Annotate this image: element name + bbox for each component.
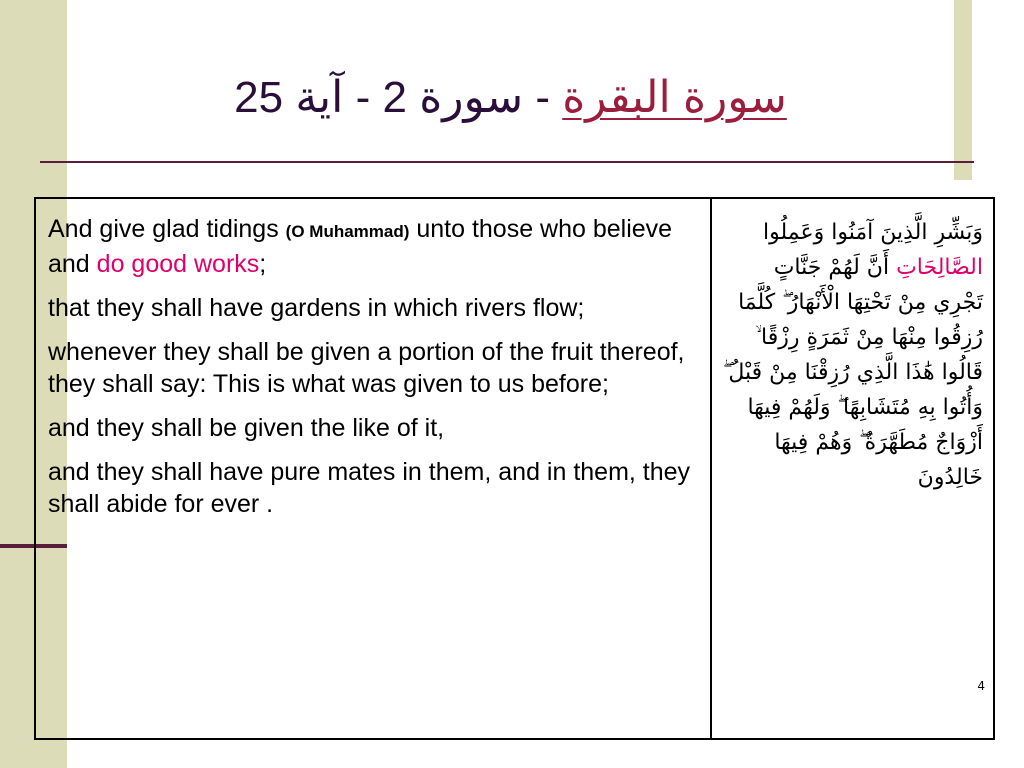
translation-line-3: whenever they shall be given a portion of the fruit thereof, they shall say: This is what was given to us before; xyxy=(48,338,685,398)
text-span: unto those who believe and xyxy=(48,215,673,278)
translation-line-4: and they shall be given the like of it, xyxy=(48,414,445,442)
slide-number: 4 xyxy=(977,679,985,693)
translation-line-5: and they shall have pure mates in them, and in them, they shall abide for ever . xyxy=(48,458,691,518)
arabic-text: وَبَشِّرِ الَّذِينَ آمَنُوا وَعَمِلُوا xyxy=(763,220,983,245)
highlighted-phrase: do good works xyxy=(96,250,260,278)
text-span: And give glad tidings xyxy=(48,215,286,243)
verse-table xyxy=(34,197,995,740)
parenthetical: (O Muhammad) xyxy=(285,222,410,241)
slide-title xyxy=(67,58,954,138)
surah-link[interactable]: سورة البقرة xyxy=(562,73,787,122)
translation-line-1 xyxy=(48,213,700,280)
arabic-text: أَنَّ لَهُمْ جَنَّاتٍ تَجْرِي مِنْ تَحْتِهَا الْأَنْهَارُ ۖ كُلَّمَا رُزِقُوا مِنْهَا مِنْ ثَمَرَةٍ رِزْقًا ۙ قَالُوا هَٰذَا الَّذِي رُزِقْنَا مِنْ قَبْلُ ۖ وَأُتُوا بِهِ مُتَشَابِهًا ۖ وَلَهُمْ فِيهَا أَزْوَاجٌ مُطَهَّرَةٌ ۖ وَهُمْ فِيهَا خَالِدُونَ xyxy=(722,255,983,490)
arabic-verse-cell xyxy=(712,199,993,738)
right-decor-band xyxy=(954,0,972,180)
title-divider xyxy=(40,161,974,163)
arabic-highlighted-word: الصَّالِحَاتِ xyxy=(896,255,983,280)
translation-line-2: that they shall have gardens in which rivers flow; xyxy=(48,294,585,322)
title-rest: - سورة 2 - آية 25 xyxy=(234,73,563,122)
english-translation-cell xyxy=(36,199,712,738)
text-span: ; xyxy=(259,250,267,278)
